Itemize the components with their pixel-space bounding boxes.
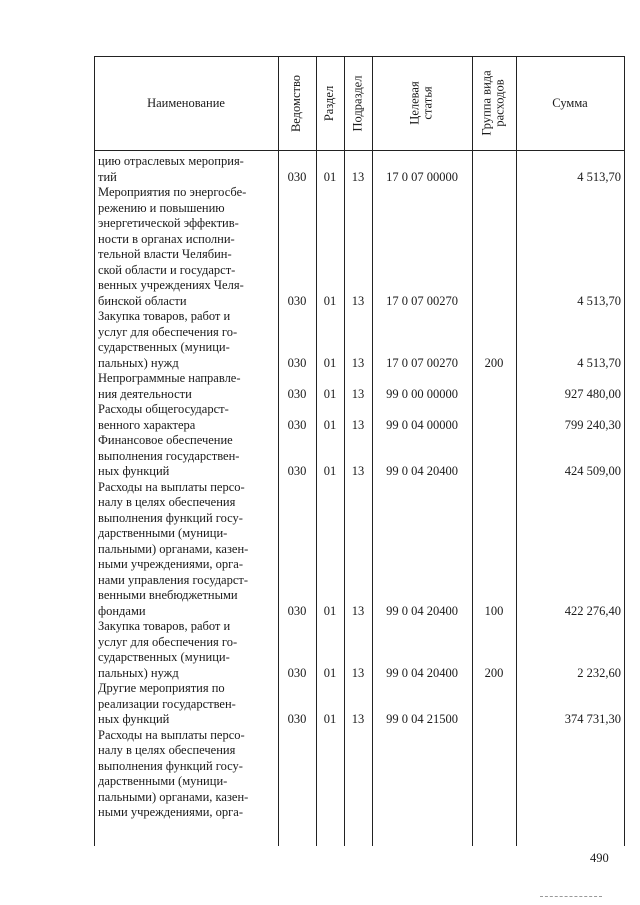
row-name-line: бинской области: [98, 293, 187, 308]
table-row: [94, 619, 625, 681]
row-name-line: ных функций: [98, 712, 170, 726]
row-name-line: Расходы на выплаты персо-: [98, 479, 245, 494]
row-razdel: 01: [323, 169, 337, 184]
row-celevaya: 17 0 07 00270: [386, 355, 458, 370]
row-podrazdel: 13: [351, 169, 365, 184]
row-podrazdel: 13: [351, 355, 365, 370]
row-podrazdel: 13: [351, 665, 365, 680]
row-name-line: Мероприятия по энергосбе-: [98, 185, 247, 199]
page-number: 490: [590, 851, 609, 865]
row-name-line: выполнения функций госу-: [98, 510, 243, 525]
row-summa: 422 276,40: [564, 603, 621, 618]
header-gruppa-line2: расходов: [493, 79, 508, 127]
row-name-line: налу в целях обеспечения: [98, 743, 236, 757]
header-gruppa-line1: Группа вида: [480, 70, 495, 136]
row-podrazdel: 13: [351, 712, 365, 726]
row-name-line: Расходы общегосударст-: [98, 402, 229, 416]
row-podrazdel: 13: [351, 293, 365, 308]
header-gruppa-text: [481, 70, 507, 135]
row-summa: 4 513,70: [577, 355, 621, 370]
row-celevaya: 17 0 07 00000: [386, 169, 458, 184]
row-name-line: пальных) нужд: [98, 355, 179, 370]
row-name-line: энергетической эффектив-: [98, 216, 239, 230]
row-name: [98, 154, 274, 185]
row-razdel: 01: [323, 417, 337, 432]
row-name-line: венного характера: [98, 417, 196, 432]
header-gruppa: [472, 56, 516, 150]
row-name-line: выполнения функций госу-: [98, 758, 243, 773]
row-ved: 030: [287, 464, 307, 478]
row-name-line: пальных) нужд: [98, 665, 179, 680]
header-celevaya-text: [409, 81, 435, 124]
header-ved-text: Ведомство: [289, 74, 304, 132]
row-name-line: ными учреждениями, орга-: [98, 557, 244, 571]
row-name-line: режению и повышению: [98, 200, 225, 215]
header-ved: [278, 56, 316, 150]
row-razdel: 01: [323, 355, 337, 370]
header-celevaya-line1: Целевая: [408, 81, 422, 125]
row-name-line: выполнения государствен-: [98, 448, 240, 463]
row-ved: 030: [287, 293, 307, 308]
row-podrazdel: 13: [351, 386, 365, 401]
row-name: [98, 480, 274, 620]
row-name-line: пальными) органами, казен-: [98, 541, 249, 556]
row-ved: 030: [287, 603, 307, 618]
row-podrazdel: 13: [351, 603, 365, 618]
row-name: [98, 681, 274, 728]
header-podrazdel: [344, 56, 372, 150]
row-razdel: 01: [323, 464, 337, 478]
header-celevaya: [372, 56, 472, 150]
row-name-line: тельной власти Челябин-: [98, 247, 232, 261]
row-gruppa: 200: [484, 665, 504, 680]
row-celevaya: 99 0 04 20400: [386, 603, 458, 618]
row-name-line: ности в органах исполни-: [98, 231, 235, 246]
row-name-line: реализации государствен-: [98, 696, 236, 711]
row-ved: 030: [287, 417, 307, 432]
row-celevaya: 99 0 00 00000: [386, 386, 458, 401]
header-podrazdel-text: Подраздел: [350, 75, 365, 131]
row-name: [98, 402, 274, 433]
row-razdel: 01: [323, 603, 337, 618]
row-name: [98, 728, 274, 821]
row-name-line: ния деятельности: [98, 386, 192, 401]
row-ved: 030: [287, 355, 307, 370]
row-summa: 4 513,70: [577, 169, 621, 184]
row-celevaya: 17 0 07 00270: [386, 293, 458, 308]
row-summa: 424 509,00: [564, 464, 621, 478]
header-celevaya-line2: статья: [421, 86, 435, 120]
table-row: [94, 402, 625, 433]
row-ved: 030: [287, 665, 307, 680]
table-row: [94, 309, 625, 371]
row-name-line: Закупка товаров, работ и: [98, 309, 231, 323]
row-razdel: 01: [323, 293, 337, 308]
row-name: [98, 371, 274, 402]
header-razdel: [316, 56, 344, 150]
row-summa: 4 513,70: [577, 293, 621, 308]
row-razdel: 01: [323, 386, 337, 401]
row-name-line: Закупка товаров, работ и: [98, 619, 231, 633]
row-name-line: дарственными (муници-: [98, 774, 228, 788]
row-podrazdel: 13: [351, 464, 365, 478]
header-name: Наименование: [147, 95, 225, 110]
row-name-line: фондами: [98, 603, 146, 618]
row-name-line: сударственных (муници-: [98, 650, 230, 664]
row-name-line: Непрограммные направле-: [98, 371, 241, 385]
row-celevaya: 99 0 04 21500: [386, 712, 458, 726]
table-row: [94, 433, 625, 480]
row-name: [98, 185, 274, 309]
row-name-line: услуг для обеспечения го-: [98, 634, 238, 649]
row-name: [98, 433, 274, 480]
row-summa: 2 232,60: [577, 665, 621, 680]
row-gruppa: 100: [484, 603, 504, 618]
row-name-line: дарственными (муници-: [98, 526, 228, 540]
row-podrazdel: 13: [351, 417, 365, 432]
row-name-line: Другие мероприятия по: [98, 681, 225, 695]
row-name-line: венных учреждениях Челя-: [98, 278, 244, 292]
row-name-line: ных функций: [98, 464, 170, 478]
header-divider: [94, 150, 625, 151]
row-ved: 030: [287, 169, 307, 184]
row-name-line: сударственных (муници-: [98, 340, 230, 354]
table-row: [94, 371, 625, 402]
row-name-line: тий: [98, 169, 117, 184]
row-ved: 030: [287, 712, 307, 726]
row-name-line: цию отраслевых мероприя-: [98, 154, 244, 168]
row-name-line: нами управления государст-: [98, 572, 249, 587]
row-razdel: 01: [323, 712, 337, 726]
row-name-line: ными учреждениями, орга-: [98, 805, 244, 819]
row-gruppa: 200: [484, 355, 504, 370]
row-celevaya: 99 0 04 00000: [386, 417, 458, 432]
row-razdel: 01: [323, 665, 337, 680]
row-name: [98, 309, 274, 371]
row-celevaya: 99 0 04 20400: [386, 464, 458, 478]
row-name-line: услуг для обеспечения го-: [98, 324, 238, 339]
row-name-line: Расходы на выплаты персо-: [98, 727, 245, 742]
row-name-line: пальными) органами, казен-: [98, 789, 249, 804]
row-name: [98, 619, 274, 681]
budget-table: [94, 56, 625, 846]
table-row: [94, 154, 625, 185]
table-row: [94, 728, 625, 821]
table-row: [94, 480, 625, 620]
row-name-line: налу в целях обеспечения: [98, 495, 236, 509]
row-summa: 927 480,00: [564, 386, 621, 401]
header-summa: Сумма: [552, 95, 588, 110]
header-razdel-text: Раздел: [322, 85, 337, 121]
row-celevaya: 99 0 04 20400: [386, 665, 458, 680]
table-row: [94, 681, 625, 728]
row-summa: 799 240,30: [564, 417, 621, 432]
row-name-line: Финансовое обеспечение: [98, 433, 233, 447]
scan-edge-mark: [540, 896, 602, 897]
row-ved: 030: [287, 386, 307, 401]
table-row: [94, 185, 625, 309]
row-name-line: ской области и государст-: [98, 262, 236, 277]
row-name-line: венными внебюджетными: [98, 588, 238, 602]
row-summa: 374 731,30: [564, 712, 621, 726]
